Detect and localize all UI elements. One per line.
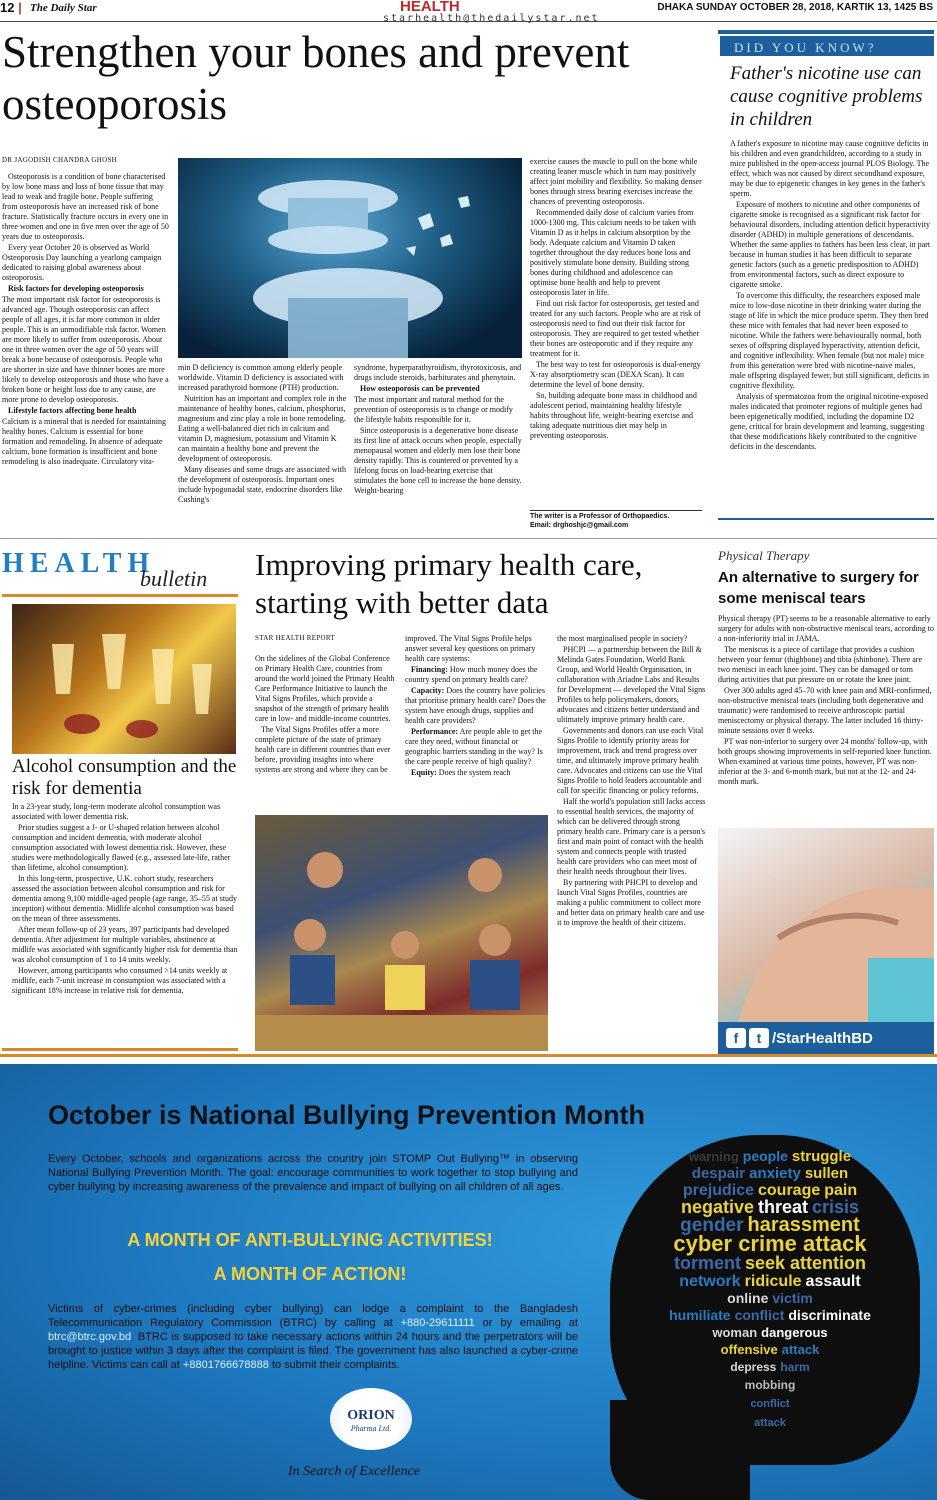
primary-byline: STAR HEALTH REPORT (255, 634, 336, 642)
cloud-word: online (727, 1290, 769, 1306)
pt-headline: An alternative to surgery for some meniscal tears (718, 569, 919, 607)
cloud-word: pain (824, 1182, 858, 1199)
cloud-word: network (679, 1273, 741, 1290)
cloud-word: struggle (791, 1148, 852, 1165)
lead-col3: syndrome, hyperparathyroidism, thyrotoxicosis, and drugs include steroids, barbiturates and phenytoin. How osteoporosis can be prevented The most important and natural method for the prevention of osteoporosis is to change or modify the lifestyle habits responsible for it. Since osteoporosis is a degenerative bone disease its first line of attack occurs when people, especially menopausal women and elderly men lose their bone density rapidly. This is countered or prevented by a lifelong focus on load-bearing exercise that stimulates the bone cell to increase the bone density. Weight-bearing (354, 363, 522, 495)
lead-col4: exercise causes the muscle to pull on the bone while creating leaner muscle which in turn may positively affect joint mobility and flexibility. So making denser bones through stress bearing exercises increase the chances of preventing osteoporosis. Recommended daily dose of calcium varies from 1000-1300 mg. This calcium needs to be taken with Vitamin D as it helps in calcium absorption by the body. Adequate calcium and Vitamin D taken together throughout the day reduces bone loss and positively stimulate bone density. Building strong bones during childhood and adolescence can optimise bone health and help to prevent osteoporosis later in life. Find out risk factor for osteoporosis, get tested and treated for any such factors. People who are at risk of osteoporosis need to find out their risk factor for osteoporosis. They are required to get tested whether their bones are osteoporotic and if they require any treatment for it. The best way to test for osteoporosis is dual-energy X-ray absorptiometry scan (DEXA Scan). It can determine the level of bone density. So, building adequate bone mass in childhood and adolescent period, maintaining healthy lifestyle habits throughout life, weight-bearing exercise and taking adequate nutritious diet may help in preventing osteoporosis. (530, 157, 702, 440)
cloud-word: people (742, 1148, 788, 1164)
cloud-word: threat (757, 1197, 808, 1217)
knee-illustration (718, 828, 934, 1023)
cloud-word: woman (712, 1325, 758, 1340)
ad-victims-text: Victims of cyber-crimes (including cyber bullying) can lodge a complaint to the Bangladesh Telecommunication Regulatory Commission (BTRC) by calling at +880-29611111 or by emailing at btrc@btrc.gov.bd. BTRC is supposed to take necessary actions within 24 hours and the perpetrators will be brought to justice within 3 days after the complaint is filed. The government has also launched a cyber-crime helpline. Victims can call at +8801766678888 to submit their complaints. (48, 1303, 578, 1371)
twitter-icon[interactable]: t (749, 1028, 769, 1048)
social-bar[interactable] (718, 1022, 934, 1054)
cloud-word: courage (758, 1182, 821, 1199)
ad-intro: Every October, schools and organizations across the country join STOMP Out Bullying™ in observing National Bullying Prevention Month. The goal: encourage communities to work together to stop bullying and cyber bullying by increasing awareness of the prevalence and impact of bullying on all children of all ages. (48, 1153, 578, 1193)
cloud-word: conflict (750, 1398, 790, 1410)
primary-col3: the most marginalised people in society? PHCPI — a partnership between the Bill & Melinda Gates Foundation, World Bank Group, and World Health Organisation, in collaboration with Ariadne Labs and Results for Development — developed the Vital Signs Profiles to help policymakers, donors, advocates and citizens better understand and ultimately improve primary health care. Governments and donors can use each Vital Signs Profile to identify priority areas for improvement, track and trend progress over time, and ultimately improve primary health care. Advocates and citizens can use the Vital Signs Profile to hold leaders accountable and call for specific financing or policy reforms. Half the world's population still lacks access to essential health services, the majority of which can be delivered through strong primary health care. Primary care is a person's first and main point of contact with the health system and connects people with trusted health care providers who can meet most of their health needs throughout their lives. By partnering with PHCPI to develop and launch Vital Signs Profiles, countries are making a public commitment to collect more and better data on primary health care and use it to improve the health of their citizens. (557, 634, 706, 927)
cloud-word: offensive (720, 1342, 778, 1357)
social-handle[interactable]: /StarHealthBD (772, 1030, 873, 1047)
dyk-body: A father's exposure to nicotine may cause cognitive deficits in his children and even grandchildren, according to a study in mice published in the open-access journal PLOS Biology. The effect, which was not caused by direct secondhand exposure, may be due to epigenetic changes in key genes in the father's sperm. Exposure of mothers to nicotine and other components of cigarette smoke is recognised as a significant risk factor for behavioural disorders, including attention deficit hyperactivity disorder (ADHD) in multiple generations of descendants. Whether the same applies to fathers has been less clear, in part because in human studies it has been difficult to separate genetic factors (such as a genetic predisposition to ADHD) from environmental factors, such as direct exposure to cigarette smoke. To overcome this difficulty, the researchers exposed male mice to low-dose nicotine in their drinking water during the stage of life in which the mice produce sperm. They then bred these mice with females that had never been exposed to nicotine. While the fathers were behaviourally normal, both sexes of offspring displayed hyperactivity, attention deficit, and cognitive inflexibility. When female (but not male) mice from this generation were bred with nicotine-naive males, male offspring displayed fewer, but still significant, deficits in cognitive flexibility. Analysis of spermatozoa from the original nicotine-exposed males indicated that promoter regions of multiple genes had been epigenetically modified, including the dopamine D2 gene, critical for brain development and learning, suggesting that these modifications likely contributed to the cognitive deficits in the descendants. (730, 139, 931, 451)
cloud-word: harassment (747, 1214, 860, 1236)
dyk-headline: Father's nicotine use can cause cognitive problems in children (730, 63, 923, 130)
writer-rule (530, 510, 702, 511)
section-divider (0, 538, 937, 539)
primary-col2: improved. The Vital Signs Profile helps answer several key questions on primary health care systems: Financing: How much money does the country spend on primary health care? Capacity: Does the country have policies that prioritise primary health care? Does the system have enough drugs, supplies and health care providers? Performance: Are people able to get the care they need, without financial or geographic barriers standing in the way? Is the care people receive of high quality? Equity: Does the system reach (405, 634, 546, 777)
orion-slogan: In Search of Excellence (288, 1464, 421, 1479)
lead-byline: DR JAGODISH CHANDRA GHOSH (2, 156, 118, 164)
ad-yellow-line1: A MONTH OF ANTI-BULLYING ACTIVITIES! (127, 1230, 493, 1250)
cloud-word: sullen (804, 1165, 849, 1182)
word-cloud (620, 1148, 920, 1432)
orion-logo: ORION Pharma Ltd. (347, 1408, 395, 1433)
lead-col2: min D deficiency is common among elderly people worldwide. Vitamin D deficiency is associated with increased parathyroid hormone (PTH) production. Nutrition has an important and complex role in the maintenance of healthy bones, calcium, phosphorus, magnesium and zinc play a role in bone remodeling. Eating a well-balanced diet rich in calcium and vitamin D, magnesium, potassium and Vitamin K can maintain a healthy bone and prevent the development of osteoporosis. Many diseases and some drugs are associated with the development of osteoporosis. Important ones include hypogonadal state, endocrine disorders like Cushing's (178, 363, 347, 504)
ad-phone-btrc[interactable]: +880-29611111 (400, 1317, 475, 1329)
cloud-word: attack (754, 1417, 786, 1429)
section-title: HEALTH (400, 0, 460, 15)
cloud-word: attack (781, 1342, 820, 1357)
knee-therapy-photo (718, 828, 934, 1023)
family-photo (255, 815, 548, 1051)
bulletin-body: In a 23-year study, long-term moderate alcohol consumption was associated with lower dementia risk. Prior studies suggest a J- or U-shaped relation between alcohol consumption and incident dementia, with moderate alcohol consumption associated with lowest dementia risk. However, these studies were methodologically flawed (e.g., assessed late-life, rather than lifetime, alcohol consumption). In this long-term, prospective, U.K. cohort study, researchers assessed the association between alcohol consumption and risk for dementia among 9,100 middle-aged people (age range, 35–55 at study inception) without dementia. Midlife alcohol consumption was based on the mean of three assessments. After mean follow-up of 23 years, 397 participants had developed dementia. After adjustment for multiple variables, abstinence at midlife was associated with significantly higher risk for dementia than was alcohol consumption of 1 to 14 units weekly. However, among participants who consumed >14 units weekly at midlife, each 7-unit increase in consumption was associated with a significant 18% increase in relative risk for dementia. (12, 802, 238, 995)
cloud-word: conflict (734, 1307, 785, 1323)
pt-body: Physical therapy (PT) seems to be a reasonable alternative to early surgery for adults with non-obstructive meniscal tears, according to a non-inferiority trial in JAMA. The meniscus is a piece of cartilage that provides a cushion between your femur (thighbone) and tibia (shinbone). There are two menisci in each knee joint. They can be damaged or torn during activities that put pressure on or rotate the knee joint. Over 300 adults aged 45–70 with knee pain and MRI-confirmed, non-obstructive meniscal tears (including both degenerative and traumatic) were randomised to receive arthroscopic partial meniscectomy or physical therapy. The latter included 16 thirty-minute sessions over 8 weeks. PT was non-inferior to surgery over 24 months' follow-up, with both groups showing improvements in self-reported knee function. When examined at various time points, however, PT was non-inferior at the 3- and 6-month mark, but not at the 12- and 24-month mark. (718, 614, 934, 786)
section-email[interactable]: starhealth@thedailystar.net (383, 13, 600, 24)
cloud-word: prejudice (682, 1182, 754, 1199)
cloud-word: negative (680, 1197, 754, 1217)
ad-email-btrc[interactable]: btrc@btrc.gov.bd (48, 1331, 132, 1343)
writer-email[interactable]: Email: drghoshjc@gmail.com (530, 522, 629, 529)
primary-col1: On the sidelines of the Global Conference on Primary Health Care, countries from around the world joined the Primary Health Care Performance Initiative to launch the Vital Signs Profiles, which provide a snapshot of the strength of primary health care in low- and middle-income countries. The Vital Signs Profiles offer a more complete picture of the state of primary health care in different countries than ever before, providing insights into where systems are strong and where they can be (255, 654, 395, 774)
cloud-word: gender (680, 1215, 744, 1236)
cloud-word: discriminate (788, 1307, 871, 1323)
paper-name: The Daily Star (30, 2, 97, 14)
ad-phone-helpline[interactable]: +8801766678888 (182, 1359, 269, 1371)
ad-headline: October is National Bullying Prevention Month (48, 1100, 646, 1130)
cloud-word: torment (673, 1253, 741, 1273)
page-number: 12 | (0, 0, 22, 15)
lead-col1: Osteoporosis is a condition of bone characterised by low bone mass and loss of bone tissue that may lead to weak and fragile bone. People suffering from osteoporosis have an increased risk of bone fracture. Statistically fracture occurs in every one in three women and one in five men over the age of 50 years due to osteoporosis. Every year October 20 is observed as World Osteoporosis Day launching a yearlong campaign dedicated to raising global awareness about osteoporosis. Risk factors for developing osteoporosis The most important risk factor for osteoporosis is advanced age. Though osteoporosis can affect people of all ages, it is far more common in older people. This is an unmodifiable risk factor. Women are more likely to suffer from osteoporosis. About one in three women over the age of 50 years will break a bone because of osteoporosis. People who are shorter in size and have thinner bones are more likely to develop osteoporosis and those who have a broken bone or height loss due to any cause, are more prone to develop osteoporosis. Lifestyle factors affecting bone health Calcium is a mineral that is needed for maintaining healthy bones. Calcium is essential for bone formation and remodeling. In absence of adequate calcium, bone formation is insufficient and bone remodeling is also inadequate. Circulatory vita- (2, 172, 169, 466)
cloud-word: depress (730, 1360, 777, 1374)
lead-headline: Strengthen your bones and prevent osteoporosis (2, 27, 630, 129)
ad-top-rule (0, 1054, 937, 1057)
ad-yellow-line2: A MONTH OF ACTION! (213, 1264, 407, 1284)
cloud-word: despair (691, 1165, 746, 1182)
bulletin-title-script: bulletin (140, 566, 208, 591)
cloud-word: dangerous (761, 1325, 828, 1340)
bulletin-title-main: HEALTH (2, 548, 156, 579)
spine-illustration (178, 158, 522, 358)
cloud-word: warning (688, 1149, 739, 1164)
did-you-know-label: DID YOU KNOW? (720, 36, 934, 56)
toast-glasses-photo (12, 604, 236, 754)
cloud-word: victim (772, 1290, 813, 1306)
cloud-word: anxiety (749, 1165, 801, 1182)
pt-kicker: Physical Therapy (718, 548, 810, 563)
bulletin-headline: Alcohol consumption and the risk for dementia (12, 756, 237, 799)
cloud-word: seek attention (744, 1253, 867, 1273)
cloud-word: mobbing (744, 1378, 796, 1392)
cloud-word: harm (780, 1360, 810, 1374)
cloud-word: assault (805, 1273, 861, 1290)
cloud-word: cyber crime attack (673, 1231, 867, 1256)
writer-note: The writer is a Professor of Orthopaedics. Email: drghoshjc@gmail.com (530, 512, 705, 530)
family-illustration (255, 815, 548, 1051)
cloud-word: ridicule (744, 1273, 802, 1290)
spine-bone-photo (178, 158, 522, 358)
glasses-illustration (12, 604, 236, 754)
cloud-word: humiliate (669, 1307, 731, 1323)
dateline: DHAKA SUNDAY OCTOBER 28, 2018, KARTIK 13, 1425 BS (657, 2, 933, 13)
bulletin-bottom-rule (2, 1048, 238, 1051)
primary-headline: Improving primary health care, starting with better data (255, 547, 643, 620)
facebook-icon[interactable]: f (726, 1028, 746, 1048)
cloud-word: crisis (812, 1197, 860, 1217)
bulletin-rule (2, 594, 238, 597)
